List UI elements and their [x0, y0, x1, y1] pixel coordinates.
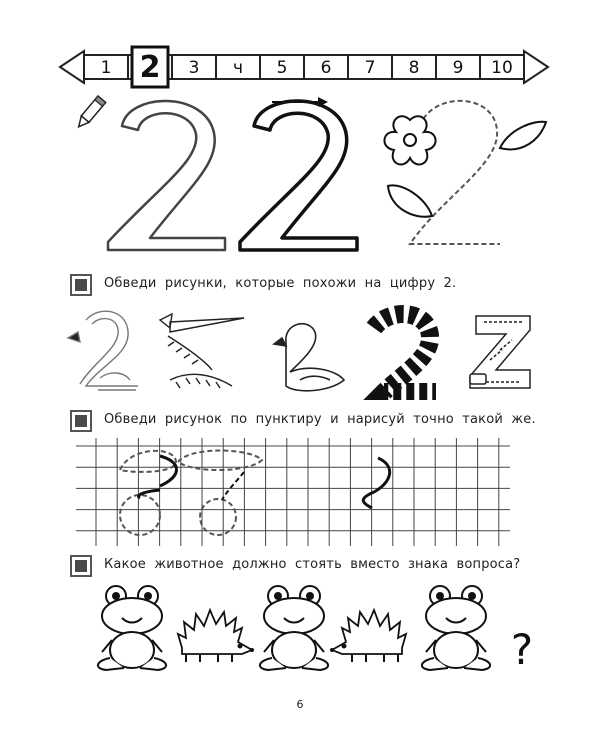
- number-line-label: 8: [408, 58, 420, 78]
- digit-two-outline-bold: [240, 97, 357, 250]
- shapes-like-two: [0, 300, 600, 400]
- number-line-label: 3: [188, 58, 200, 78]
- task-3-text: Какое животное должно стоять вместо знака вопроса?: [104, 557, 521, 572]
- digit-two-outline-light: [108, 101, 225, 250]
- digit-tracing-area: [0, 88, 600, 258]
- fox-shape-icon: [68, 311, 138, 390]
- animal-sequence: [0, 584, 600, 674]
- flower-icon: [384, 116, 435, 164]
- task-bullet: [70, 410, 92, 432]
- page-number: 6: [296, 698, 304, 711]
- number-line: [0, 0, 600, 100]
- task-1-text: Обведи рисунки, которые похожи на цифру 2.: [104, 276, 457, 291]
- frog-icon: [422, 586, 490, 670]
- number-line-label: 2: [139, 50, 161, 85]
- number-line-label: ч: [232, 58, 244, 78]
- number-line-label: 7: [364, 58, 376, 78]
- number-line-label: 10: [491, 58, 513, 78]
- copy-start-stroke: [363, 458, 389, 508]
- swan-shape-icon: [274, 324, 344, 391]
- number-line-label: 1: [100, 58, 112, 78]
- hedgehog-icon: [330, 610, 406, 662]
- task-bullet: [70, 274, 92, 296]
- number-line-label: 6: [320, 58, 332, 78]
- hedgehog-icon: [178, 610, 254, 662]
- task-bullet: [70, 555, 92, 577]
- grid-drawing-area: [0, 436, 600, 546]
- leaf-icon: [500, 122, 546, 150]
- task-2-text: Обведи рисунок по пунктиру и нарисуй точно такой же.: [104, 412, 536, 427]
- right-arrow-icon: [524, 51, 548, 83]
- number-line-label: 5: [276, 58, 288, 78]
- number-line-label: 9: [452, 58, 464, 78]
- cherry-stems-solid: [139, 456, 244, 500]
- carrot-wheat-shape-icon: [160, 314, 244, 388]
- frog-icon: [98, 586, 166, 670]
- pencil-icon: [75, 96, 106, 130]
- frog-icon: [260, 586, 328, 670]
- striped-two-shape-icon: [374, 314, 436, 392]
- left-arrow-icon: [60, 51, 84, 83]
- question-mark: ?: [510, 625, 534, 674]
- leaf-icon: [388, 185, 432, 216]
- zipper-shape-icon: [470, 316, 530, 388]
